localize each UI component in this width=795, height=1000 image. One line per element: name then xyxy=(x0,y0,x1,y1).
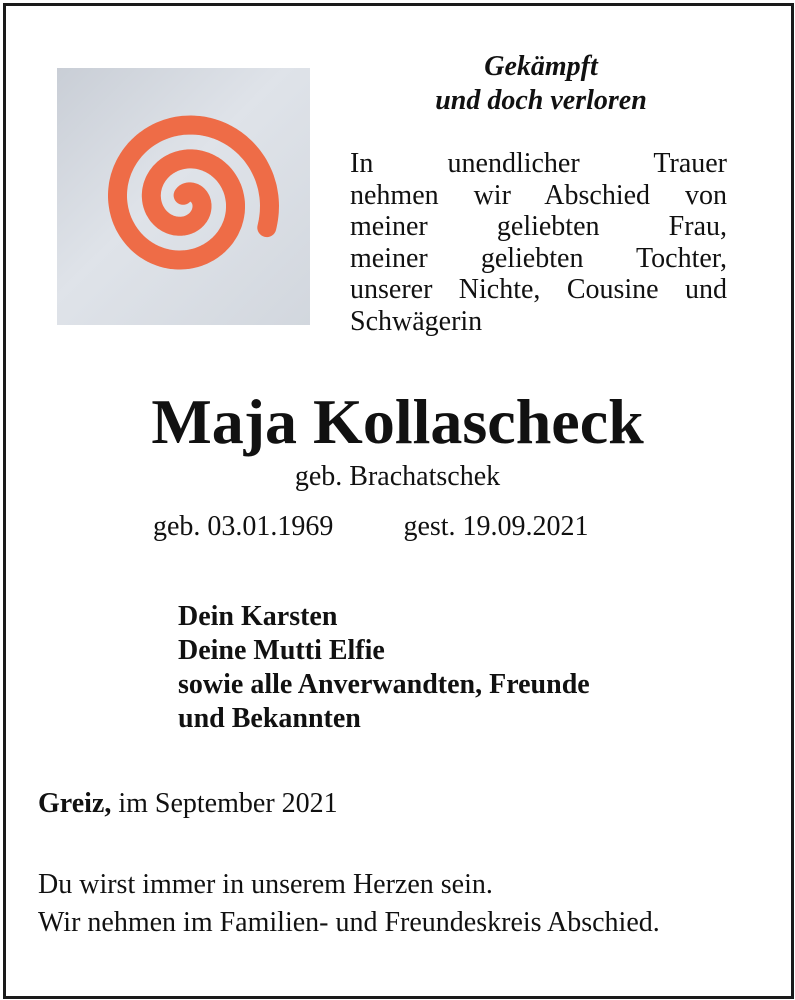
intro-line: Schwägerin xyxy=(350,305,483,337)
intro-line: meiner geliebten Frau, xyxy=(350,211,727,242)
place-date-text: im September 2021 xyxy=(111,788,338,819)
motto-line-1: Gekämpft xyxy=(484,51,598,82)
motto-line-2: und doch verloren xyxy=(435,85,647,116)
mourner-line: sowie alle Anverwandten, Freunde xyxy=(178,669,590,700)
closing-line: Wir nehmen im Familien- und Freundeskreis Abschied. xyxy=(38,907,660,938)
deceased-name: Maja Kollascheck xyxy=(151,386,644,457)
spiral-icon xyxy=(57,68,310,325)
birth-date: geb. 03.01.1969 xyxy=(153,511,334,542)
intro-line: nehmen wir Abschied von xyxy=(350,179,727,211)
closing-text xyxy=(38,866,660,942)
life-dates xyxy=(153,510,589,544)
spiral-stroke xyxy=(118,125,270,260)
death-date: gest. 19.09.2021 xyxy=(403,511,589,542)
intro-line: unserer Nichte, Cousine und xyxy=(350,274,727,305)
closing-line: Du wirst immer in unserem Herzen sein. xyxy=(38,869,493,900)
place-city: Greiz, xyxy=(38,788,112,819)
mourner-line: Dein Karsten xyxy=(178,601,338,632)
spiral-image xyxy=(57,68,310,325)
maiden-name: geb. Brachatschek xyxy=(294,461,501,492)
place-date xyxy=(38,787,338,821)
mourner-line: und Bekannten xyxy=(178,703,361,734)
mourner-line: Deine Mutti Elfie xyxy=(178,635,385,666)
intro-text xyxy=(350,148,727,337)
intro-line: meiner geliebten Tochter, xyxy=(350,242,727,274)
mourners-list xyxy=(178,600,590,736)
intro-line: In unendlicher Trauer xyxy=(350,148,727,179)
motto xyxy=(356,50,726,118)
